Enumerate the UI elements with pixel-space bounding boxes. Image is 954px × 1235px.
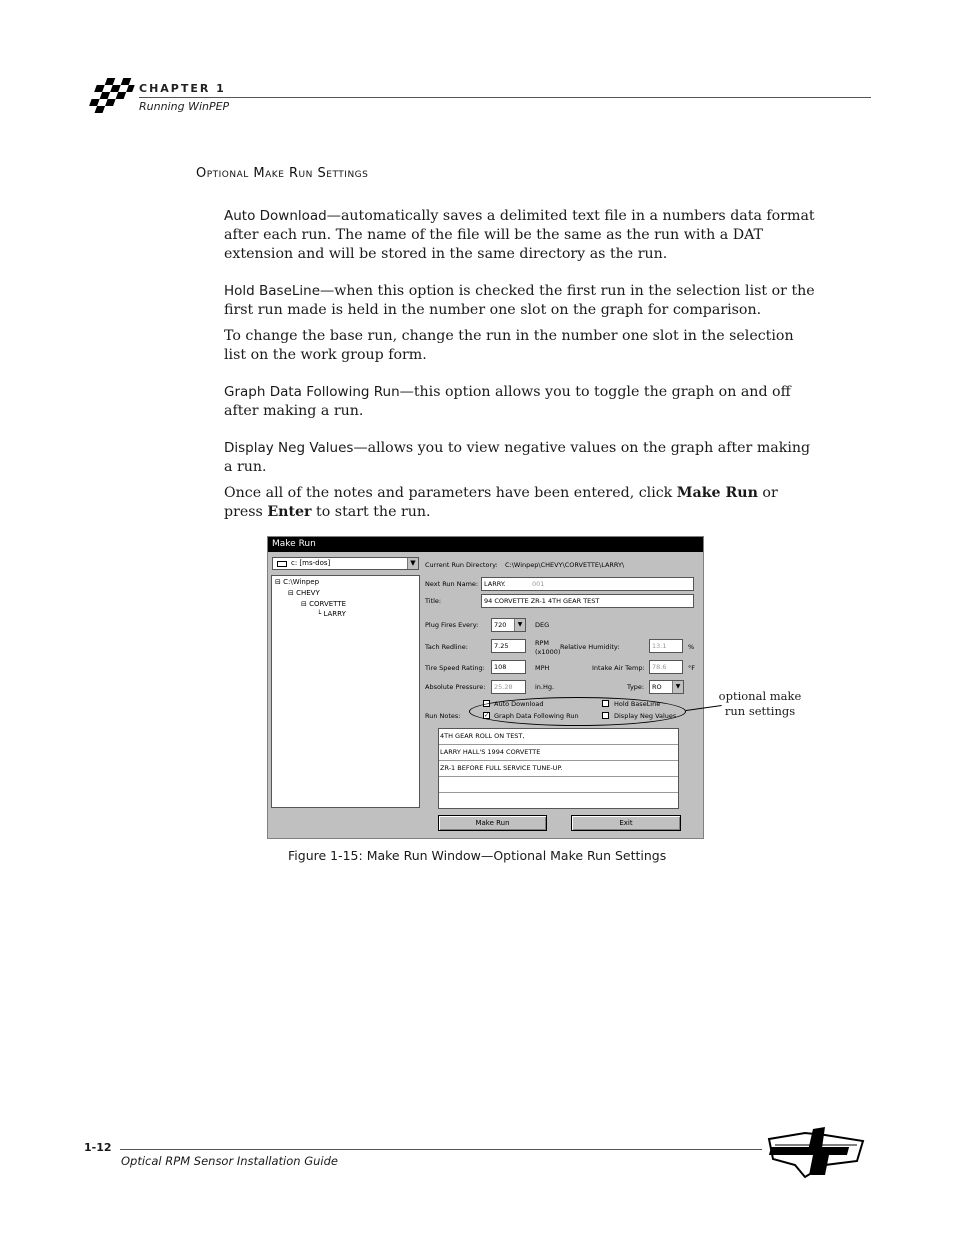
plug-fires-label: Plug Fires Every: <box>425 621 479 629</box>
auto-download-text: —automatically saves a delimited text file in a numbers data format after each run. The name of the file will be the same as the run with a DAT extension and will be stored in the same directory as the run. <box>224 208 815 262</box>
page-number: 1-12 <box>84 1141 112 1154</box>
plug-fires-unit: DEG <box>535 621 550 629</box>
air-temp-unit: °F <box>688 664 695 672</box>
hold-baseline-paragraph <box>224 282 816 320</box>
run-notes-label: Run Notes: <box>425 712 461 720</box>
chevron-down-icon[interactable]: ▼ <box>672 681 683 693</box>
pressure-label: Absolute Pressure: <box>425 683 486 691</box>
air-temp-field[interactable]: 78.6 <box>649 660 683 674</box>
current-dir-label: Current Run Directory: <box>425 561 498 569</box>
hold-baseline-label: Hold BaseLine <box>614 700 661 708</box>
note-line[interactable] <box>439 793 678 809</box>
callout-line-2: run settings <box>724 704 796 718</box>
figure-caption: Figure 1-15: Make Run Window—Optional Make Run Settings <box>288 848 667 863</box>
enter-keyword: Enter <box>267 504 312 520</box>
drive-value: c: [ms-dos] <box>291 559 331 567</box>
make-run-button[interactable]: Make Run <box>438 815 547 831</box>
neg-values-paragraph <box>224 439 816 477</box>
chapter-label: CHAPTER 1 <box>139 82 226 95</box>
tire-speed-unit: MPH <box>535 664 550 672</box>
neg-values-label: Display Neg Values <box>614 712 677 720</box>
tach-redline-field[interactable]: 7.25 <box>491 639 526 653</box>
callout-line-1: optional make <box>718 689 802 703</box>
graph-data-paragraph <box>224 383 816 421</box>
note-line[interactable]: LARRY HALL'S 1994 CORVETTE <box>439 745 678 761</box>
final-paragraph <box>224 484 816 522</box>
air-temp-label: Intake Air Temp: <box>592 664 645 672</box>
run-notes-area[interactable] <box>438 728 679 809</box>
footer-title: Optical RPM Sensor Installation Guide <box>121 1154 338 1168</box>
make-run-window <box>267 536 704 839</box>
directory-tree[interactable] <box>271 575 420 808</box>
checkered-flag-logo <box>84 76 136 120</box>
chevron-down-icon[interactable]: ▼ <box>407 558 418 569</box>
plug-fires-select[interactable]: 720 ▼ <box>491 618 526 632</box>
note-line[interactable]: 4TH GEAR ROLL ON TEST, <box>439 729 678 745</box>
final-text-c: to start the run. <box>311 504 431 520</box>
window-title: Make Run <box>268 537 703 552</box>
change-base-paragraph: To change the base run, change the run in the number one slot in the selection list on the work group form. <box>224 328 794 363</box>
tree-item-chevy[interactable]: ⊟ CHEVY <box>288 589 320 597</box>
callout-text <box>716 689 804 719</box>
type-label: Type: <box>627 683 645 691</box>
drive-select[interactable] <box>272 557 419 570</box>
graph-data-checkbox[interactable]: ✓ <box>484 712 490 719</box>
graph-data-label: Graph Data Following Run <box>494 712 579 720</box>
tach-unit-scale: (x1000) <box>535 648 561 656</box>
section-title: Optional Make Run Settings <box>196 166 369 181</box>
type-select[interactable]: RO ▼ <box>649 680 684 694</box>
footer-rule <box>120 1149 762 1150</box>
humidity-label: Relative Humidity: <box>560 643 620 651</box>
tire-speed-field[interactable]: 108 <box>491 660 526 674</box>
tach-unit: RPM <box>535 639 550 647</box>
final-text-a: Once all of the notes and parameters have been entered, click <box>224 485 677 501</box>
highlight-oval <box>469 697 686 726</box>
neg-values-term: Display Neg Values <box>224 440 354 456</box>
humidity-field[interactable]: 13.1 <box>649 639 683 653</box>
neg-values-text: —allows you to view negative values on the graph after making a run. <box>224 440 811 475</box>
chevron-down-icon[interactable]: ▼ <box>514 619 525 631</box>
pressure-field[interactable]: 25.28 <box>491 680 526 694</box>
auto-download-paragraph <box>224 207 816 264</box>
dynojet-logo <box>765 1125 867 1181</box>
current-dir-value: C:\Winpep\CHEVY\CORVETTE\LARRY\ <box>505 561 625 569</box>
humidity-unit: % <box>688 643 695 651</box>
tree-item-corvette[interactable]: ⊟ CORVETTE <box>301 600 347 608</box>
title-field[interactable]: 94 CORVETTE ZR-1 4TH GEAR TEST <box>481 594 694 608</box>
hold-baseline-text: —when this option is checked the first run in the selection list or the first run made is held in the number one slot on the graph for comparison. <box>224 283 815 318</box>
tree-item-larry[interactable]: └ LARRY <box>317 610 346 618</box>
graph-data-term: Graph Data Following Run <box>224 384 400 400</box>
chapter-subtitle: Running WinPEP <box>139 100 230 113</box>
next-run-field[interactable]: LARRY. 001 <box>481 577 694 591</box>
note-line[interactable]: ZR-1 BEFORE FULL SERVICE TUNE-UP. <box>439 761 678 777</box>
tree-item-winpep[interactable]: ⊟ C:\Winpep <box>275 578 320 586</box>
header-rule <box>139 97 871 98</box>
note-line[interactable] <box>439 777 678 793</box>
hold-baseline-term: Hold BaseLine <box>224 283 321 299</box>
auto-download-term: Auto Download <box>224 208 327 224</box>
drive-icon <box>277 561 287 567</box>
next-run-label: Next Run Name: <box>425 580 479 588</box>
final-text-b: or press <box>224 485 778 520</box>
tire-speed-label: Tire Speed Rating: <box>425 664 485 672</box>
auto-download-label: Auto Download <box>494 700 544 708</box>
make-run-keyword: Make Run <box>676 485 758 501</box>
title-label: Title: <box>425 597 442 605</box>
exit-button[interactable]: Exit <box>571 815 681 831</box>
tach-redline-label: Tach Redline: <box>425 643 468 651</box>
pressure-unit: in.Hg. <box>535 683 555 691</box>
graph-data-text: —this option allows you to toggle the graph on and off after making a run. <box>224 384 791 419</box>
